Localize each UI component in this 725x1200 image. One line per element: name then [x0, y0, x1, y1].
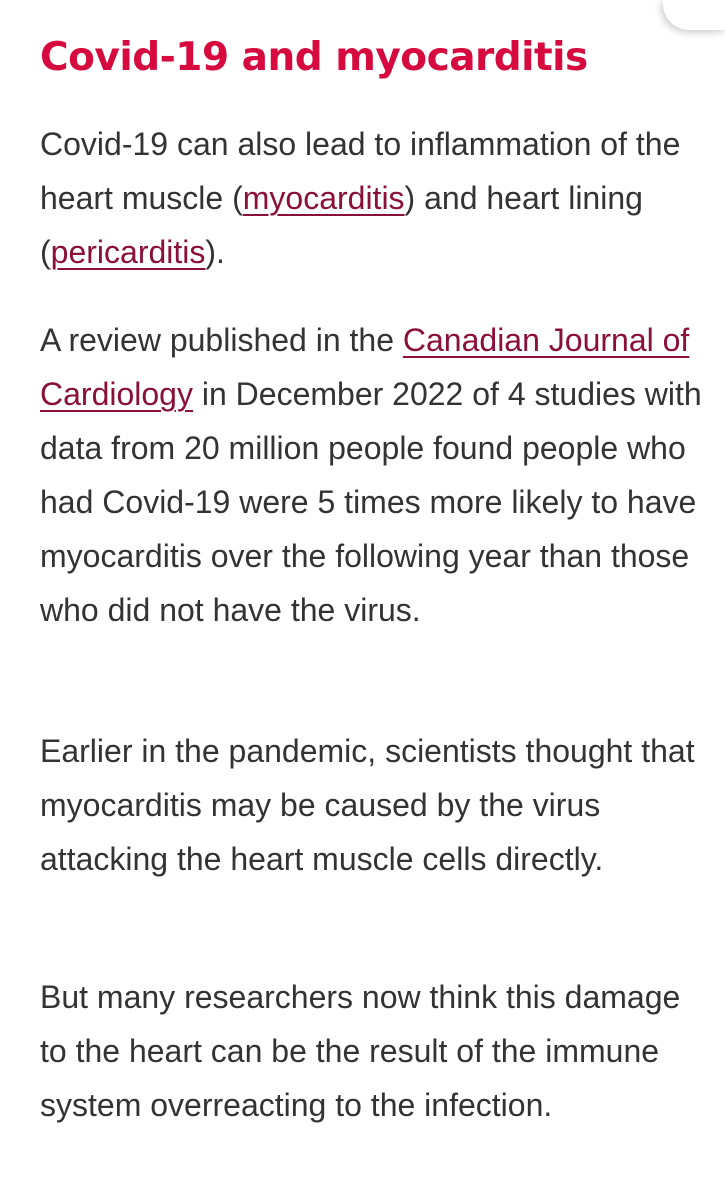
paragraph-review	[40, 313, 710, 637]
paragraph-text: A review published in the	[40, 322, 403, 358]
paragraph-text: ) and heart lining (	[40, 180, 643, 270]
paragraph-text: ).	[205, 234, 225, 270]
link-pericarditis[interactable]: pericarditis	[50, 234, 206, 270]
link-canadian-journal-of-cardiology[interactable]: Canadian Journal of Cardiology	[40, 322, 690, 412]
paragraph-early-pandemic: Earlier in the pandemic, scientists thought that myocarditis may be caused by the virus attacking the heart muscle cells directly.	[40, 733, 695, 877]
paragraph-text: Covid-19 can also lead to inflammation of the heart muscle (	[40, 126, 681, 216]
scroll-to-top-button[interactable]	[663, 0, 725, 30]
paragraph-myocarditis-intro	[40, 117, 710, 279]
link-myocarditis[interactable]: myocarditis	[242, 180, 405, 216]
paragraph-text: in December 2022 of 4 studies with data from 20 million people found people who had Covid-19 were 5 times more likely to have myocarditis over the following year than those who did not have the virus.	[40, 376, 702, 628]
section-heading: Covid-19 and myocarditis	[40, 35, 588, 80]
paragraph-immune-response: But many researchers now think this damage to the heart can be the result of the immune system overreacting to the infection.	[40, 979, 681, 1123]
